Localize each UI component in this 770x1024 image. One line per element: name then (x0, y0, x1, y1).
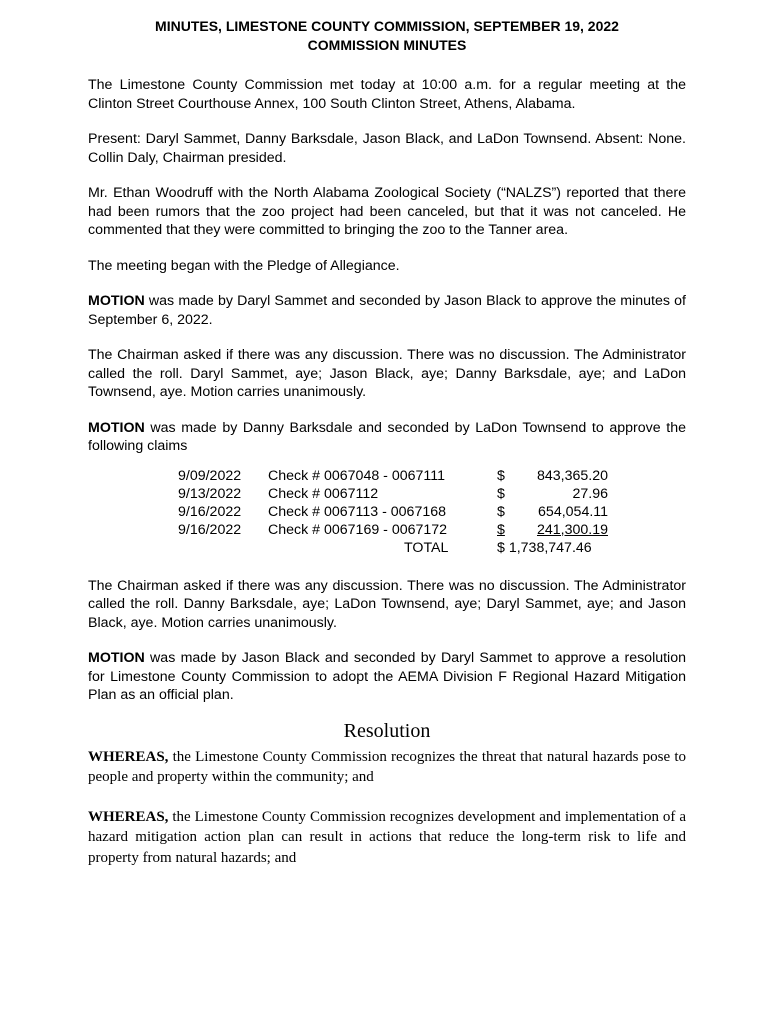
claim-dollar-sign: $ (497, 467, 505, 484)
motion-minutes (88, 292, 686, 329)
whereas-keyword: WHEREAS, (88, 808, 169, 825)
whereas-clause (88, 747, 686, 788)
whereas-clause (88, 807, 686, 869)
claim-check: Check # 0067113 - 0067168 (268, 503, 447, 520)
claim-date: 9/09/2022 (178, 467, 242, 484)
claim-amount: 843,365.20 (536, 467, 608, 484)
claim-date: 9/16/2022 (178, 503, 242, 520)
motion-text: was made by Danny Barksdale and seconded by LaDon Townsend to approve the following claims (88, 419, 686, 454)
claims-total-row (88, 539, 608, 557)
motion-text: was made by Jason Black and seconded by Daryl Sammet to approve a resolution for Limestone County Commission to adopt the AEMA Division F Regional Hazard Mitigation Plan as an official plan. (88, 650, 686, 703)
claim-amount: 654,054.11 (538, 503, 608, 520)
whereas-text: the Limestone County Commission recognizes the threat that natural hazards pose to people and property within the community; and (88, 748, 686, 785)
header-subtitle: COMMISSION MINUTES (307, 37, 467, 53)
claims-total-label: TOTAL (404, 539, 449, 556)
whereas-text: the Limestone County Commission recognizes development and implementation of a hazard mitigation action plan can result in actions that reduce the long-term risk to life and property from natural hazards; and (88, 808, 686, 866)
claim-check: Check # 0067048 - 0067111 (268, 467, 445, 484)
claim-dollar-sign: $ (497, 485, 505, 502)
claims-row (88, 485, 608, 503)
claim-date: 9/16/2022 (178, 521, 242, 538)
claim-check: Check # 0067169 - 0067172 (268, 521, 448, 538)
claim-amount: 27.96 (572, 485, 608, 502)
whereas-keyword: WHEREAS, (88, 748, 169, 765)
public-comment: Mr. Ethan Woodruff with the North Alabama Zoological Society (“NALZS”) reported that there had been rumors that the zoo project had been canceled, but that it was not canceled. He commented that they were committed to bringing the zoo to the Tanner area. (88, 185, 686, 238)
resolution-title: Resolution (343, 719, 431, 742)
claims-row (88, 467, 608, 485)
header-title: MINUTES, LIMESTONE COUNTY COMMISSION, SEPTEMBER 19, 2022 (155, 18, 619, 34)
claims-table (88, 467, 686, 559)
motion-keyword: MOTION (88, 419, 145, 436)
motion-keyword: MOTION (88, 650, 145, 666)
claim-date: 9/13/2022 (178, 485, 242, 502)
attendance: Present: Daryl Sammet, Danny Barksdale, Jason Black, and LaDon Townsend. Absent: None. Collin Daly, Chairman presided. (88, 131, 686, 166)
discussion-minutes: The Chairman asked if there was any discussion. There was no discussion. The Administrator called the roll. Daryl Sammet, aye; Jason Black, aye; Danny Barksdale, aye; and LaDon Townsend, aye. Motion carries unanimously. (88, 347, 686, 400)
claim-dollar-sign: $ (497, 521, 505, 538)
discussion-claims: The Chairman asked if there was any discussion. There was no discussion. The Administrator called the roll. Danny Barksdale, aye; LaDon Townsend, aye; Daryl Sammet, aye; and Jason Black, aye. Motion carries unanimously. (88, 577, 686, 631)
pledge: The meeting began with the Pledge of Allegiance. (88, 257, 400, 274)
claim-amount: 241,300.19 (536, 521, 608, 538)
claims-total-amount: $ 1,738,747.46 (497, 539, 592, 556)
document-header (88, 17, 686, 55)
motion-text: was made by Daryl Sammet and seconded by Jason Black to approve the minutes of September 6, 2022. (88, 293, 686, 328)
claims-row (88, 521, 608, 539)
motion-keyword: MOTION (88, 293, 145, 309)
claims-row (88, 503, 608, 521)
motion-resolution (88, 649, 686, 705)
motion-claims (88, 419, 686, 456)
meeting-intro: The Limestone County Commission met today at 10:00 a.m. for a regular meeting at the Clinton Street Courthouse Annex, 100 South Clinton Street, Athens, Alabama. (88, 77, 686, 112)
claim-check: Check # 0067112 (268, 485, 379, 502)
claim-dollar-sign: $ (497, 503, 505, 520)
